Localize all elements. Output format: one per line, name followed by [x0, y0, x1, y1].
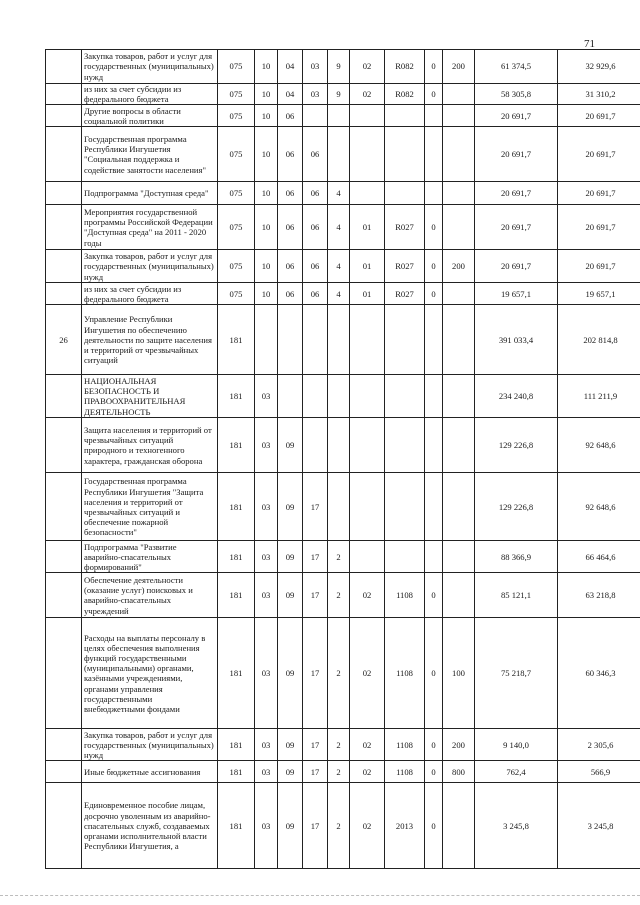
subsection-code-cell: 09 [278, 729, 303, 761]
table-row [46, 761, 640, 783]
row-name-cell: Государственная программа Республики Ингушетия "Защита населения и территорий от чрезвычайных ситуаций и обеспечение пожарной безопасности" [82, 473, 218, 541]
expense-type-cell [443, 305, 475, 375]
program-code-cell: 17 [303, 761, 328, 783]
suffix-code-cell: 0 [425, 250, 443, 283]
direction-code-cell: 1108 [385, 573, 425, 618]
expense-type-cell: 800 [443, 761, 475, 783]
amount-1-cell: 61 374,5 [475, 50, 558, 84]
table-row [46, 84, 640, 105]
amount-2-cell: 3 245,8 [558, 783, 640, 869]
row-index-cell [46, 473, 82, 541]
amount-1-cell: 9 140,0 [475, 729, 558, 761]
row-name-cell: Подпрограмма "Доступная среда" [82, 182, 218, 205]
amount-2-cell: 60 346,3 [558, 618, 640, 729]
amount-1-cell: 75 218,7 [475, 618, 558, 729]
expense-type-cell [443, 783, 475, 869]
amount-2-cell: 31 310,2 [558, 84, 640, 105]
section-code-cell: 10 [255, 205, 278, 250]
amount-2-cell: 20 691,7 [558, 250, 640, 283]
amount-2-cell: 20 691,7 [558, 105, 640, 127]
program-code-cell: 06 [303, 250, 328, 283]
table-row [46, 573, 640, 618]
subsection-code-cell: 09 [278, 541, 303, 573]
row-index-cell [46, 783, 82, 869]
row-index-cell [46, 84, 82, 105]
subsection-code-cell: 09 [278, 473, 303, 541]
grbs-code-cell: 075 [218, 84, 255, 105]
program-code-cell [303, 418, 328, 473]
row-name-cell: Расходы на выплаты персоналу в целях обеспечения выполнения функций государственными (муниципальными) органами, казёнными учреждениями, органами управления государственными внебюджетными фондами [82, 618, 218, 729]
section-code-cell [255, 305, 278, 375]
section-code-cell: 10 [255, 182, 278, 205]
subsection-code-cell: 06 [278, 105, 303, 127]
expense-type-cell [443, 105, 475, 127]
table-row [46, 618, 640, 729]
expense-type-cell [443, 205, 475, 250]
subprogram-code-cell [328, 105, 350, 127]
amount-2-cell: 66 464,6 [558, 541, 640, 573]
page-number: 71 [584, 38, 595, 50]
suffix-code-cell: 0 [425, 783, 443, 869]
suffix-code-cell: 0 [425, 84, 443, 105]
subsection-code-cell: 06 [278, 182, 303, 205]
grbs-code-cell: 181 [218, 375, 255, 418]
row-name-cell: НАЦИОНАЛЬНАЯ БЕЗОПАСНОСТЬ И ПРАВООХРАНИТЕЛЬНАЯ ДЕЯТЕЛЬНОСТЬ [82, 375, 218, 418]
section-code-cell: 03 [255, 375, 278, 418]
amount-1-cell: 20 691,7 [475, 105, 558, 127]
amount-2-cell: 20 691,7 [558, 182, 640, 205]
subprogram-code-cell: 2 [328, 761, 350, 783]
amount-1-cell: 20 691,7 [475, 182, 558, 205]
suffix-code-cell [425, 105, 443, 127]
suffix-code-cell [425, 127, 443, 182]
row-name-cell: Защита населения и территорий от чрезвычайных ситуаций природного и техногенного характера, гражданская оборона [82, 418, 218, 473]
table-row [46, 541, 640, 573]
table-row [46, 250, 640, 283]
amount-2-cell: 111 211,9 [558, 375, 640, 418]
table-row [46, 205, 640, 250]
table-row [46, 127, 640, 182]
direction-code-cell: 1108 [385, 618, 425, 729]
direction-code-cell [385, 375, 425, 418]
program-code-cell: 17 [303, 473, 328, 541]
event-code-cell [350, 182, 385, 205]
subprogram-code-cell: 4 [328, 283, 350, 305]
direction-code-cell [385, 127, 425, 182]
program-code-cell: 03 [303, 84, 328, 105]
amount-2-cell: 20 691,7 [558, 205, 640, 250]
row-name-cell: из них за счет субсидии из федерального бюджета [82, 283, 218, 305]
program-code-cell: 17 [303, 541, 328, 573]
table-row [46, 418, 640, 473]
suffix-code-cell: 0 [425, 761, 443, 783]
amount-1-cell: 85 121,1 [475, 573, 558, 618]
program-code-cell: 06 [303, 127, 328, 182]
amount-1-cell: 88 366,9 [475, 541, 558, 573]
section-code-cell: 10 [255, 84, 278, 105]
subsection-code-cell: 06 [278, 283, 303, 305]
row-index-cell [46, 105, 82, 127]
row-index-cell [46, 618, 82, 729]
suffix-code-cell [425, 375, 443, 418]
subprogram-code-cell [328, 473, 350, 541]
expense-type-cell [443, 473, 475, 541]
event-code-cell [350, 541, 385, 573]
amount-1-cell: 20 691,7 [475, 250, 558, 283]
expense-type-cell: 200 [443, 250, 475, 283]
subsection-code-cell: 06 [278, 250, 303, 283]
program-code-cell: 06 [303, 205, 328, 250]
expense-type-cell: 200 [443, 50, 475, 84]
suffix-code-cell: 0 [425, 573, 443, 618]
row-index-cell [46, 127, 82, 182]
row-name-cell: Подпрограмма "Развитие аварийно-спасательных формирований" [82, 541, 218, 573]
row-name-cell: Обеспечение деятельности (оказание услуг) поисковых и аварийно-спасательных учреждений [82, 573, 218, 618]
direction-code-cell [385, 182, 425, 205]
budget-table [45, 49, 640, 869]
program-code-cell: 06 [303, 283, 328, 305]
event-code-cell: 02 [350, 84, 385, 105]
subsection-code-cell: 09 [278, 418, 303, 473]
suffix-code-cell [425, 541, 443, 573]
subprogram-code-cell: 4 [328, 250, 350, 283]
suffix-code-cell: 0 [425, 50, 443, 84]
expense-type-cell: 100 [443, 618, 475, 729]
direction-code-cell: 1108 [385, 761, 425, 783]
suffix-code-cell [425, 418, 443, 473]
row-name-cell: Закупка товаров, работ и услуг для государственных (муниципальных) нужд [82, 50, 218, 84]
subprogram-code-cell: 4 [328, 182, 350, 205]
row-index-cell [46, 761, 82, 783]
subprogram-code-cell: 2 [328, 618, 350, 729]
subsection-code-cell: 09 [278, 618, 303, 729]
table-row [46, 473, 640, 541]
section-code-cell: 10 [255, 283, 278, 305]
suffix-code-cell [425, 473, 443, 541]
direction-code-cell: R082 [385, 50, 425, 84]
amount-2-cell: 32 929,6 [558, 50, 640, 84]
section-code-cell: 03 [255, 618, 278, 729]
direction-code-cell: R082 [385, 84, 425, 105]
section-code-cell: 03 [255, 761, 278, 783]
row-name-cell: Другие вопросы в области социальной политики [82, 105, 218, 127]
direction-code-cell: R027 [385, 250, 425, 283]
grbs-code-cell: 181 [218, 418, 255, 473]
expense-type-cell [443, 283, 475, 305]
amount-2-cell: 92 648,6 [558, 473, 640, 541]
subsection-code-cell: 09 [278, 761, 303, 783]
event-code-cell: 02 [350, 573, 385, 618]
amount-2-cell: 20 691,7 [558, 127, 640, 182]
row-index-cell [46, 283, 82, 305]
grbs-code-cell: 075 [218, 205, 255, 250]
program-code-cell: 17 [303, 573, 328, 618]
grbs-code-cell: 075 [218, 127, 255, 182]
subsection-code-cell: 04 [278, 84, 303, 105]
amount-2-cell: 566,9 [558, 761, 640, 783]
grbs-code-cell: 075 [218, 250, 255, 283]
row-name-cell: из них за счет субсидии из федерального бюджета [82, 84, 218, 105]
expense-type-cell [443, 182, 475, 205]
row-index-cell [46, 729, 82, 761]
grbs-code-cell: 181 [218, 541, 255, 573]
section-code-cell: 03 [255, 418, 278, 473]
program-code-cell [303, 375, 328, 418]
row-name-cell: Управление Республики Ингушетия по обеспечению деятельности по защите населения и территорий от чрезвычайных ситуаций [82, 305, 218, 375]
event-code-cell: 02 [350, 50, 385, 84]
event-code-cell: 02 [350, 761, 385, 783]
grbs-code-cell: 181 [218, 573, 255, 618]
amount-1-cell: 129 226,8 [475, 418, 558, 473]
expense-type-cell [443, 375, 475, 418]
event-code-cell [350, 305, 385, 375]
row-index-cell: 26 [46, 305, 82, 375]
event-code-cell: 01 [350, 283, 385, 305]
section-code-cell: 03 [255, 473, 278, 541]
direction-code-cell: 1108 [385, 729, 425, 761]
event-code-cell [350, 127, 385, 182]
row-name-cell: Закупка товаров, работ и услуг для государственных (муниципальных) нужд [82, 250, 218, 283]
grbs-code-cell: 181 [218, 761, 255, 783]
direction-code-cell [385, 105, 425, 127]
amount-1-cell: 20 691,7 [475, 205, 558, 250]
amount-1-cell: 3 245,8 [475, 783, 558, 869]
amount-1-cell: 58 305,8 [475, 84, 558, 105]
program-code-cell [303, 105, 328, 127]
expense-type-cell [443, 418, 475, 473]
direction-code-cell: R027 [385, 283, 425, 305]
bottom-scan-line [0, 895, 640, 896]
subprogram-code-cell: 2 [328, 729, 350, 761]
table-row [46, 283, 640, 305]
amount-1-cell: 234 240,8 [475, 375, 558, 418]
program-code-cell: 17 [303, 729, 328, 761]
section-code-cell: 03 [255, 573, 278, 618]
suffix-code-cell [425, 305, 443, 375]
amount-1-cell: 129 226,8 [475, 473, 558, 541]
row-index-cell [46, 50, 82, 84]
expense-type-cell [443, 573, 475, 618]
subsection-code-cell: 04 [278, 50, 303, 84]
program-code-cell: 17 [303, 783, 328, 869]
row-index-cell [46, 573, 82, 618]
table-row [46, 783, 640, 869]
row-index-cell [46, 375, 82, 418]
direction-code-cell [385, 473, 425, 541]
expense-type-cell [443, 541, 475, 573]
grbs-code-cell: 075 [218, 182, 255, 205]
program-code-cell: 17 [303, 618, 328, 729]
event-code-cell: 02 [350, 783, 385, 869]
subsection-code-cell: 09 [278, 783, 303, 869]
subprogram-code-cell: 2 [328, 783, 350, 869]
row-index-cell [46, 250, 82, 283]
program-code-cell [303, 305, 328, 375]
direction-code-cell: 2013 [385, 783, 425, 869]
expense-type-cell [443, 127, 475, 182]
amount-2-cell: 63 218,8 [558, 573, 640, 618]
grbs-code-cell: 181 [218, 305, 255, 375]
row-index-cell [46, 418, 82, 473]
amount-1-cell: 20 691,7 [475, 127, 558, 182]
direction-code-cell: R027 [385, 205, 425, 250]
subprogram-code-cell: 9 [328, 50, 350, 84]
row-index-cell [46, 205, 82, 250]
table-row [46, 375, 640, 418]
subprogram-code-cell [328, 375, 350, 418]
subsection-code-cell: 06 [278, 205, 303, 250]
amount-2-cell: 2 305,6 [558, 729, 640, 761]
table-row [46, 305, 640, 375]
expense-type-cell [443, 84, 475, 105]
subprogram-code-cell: 4 [328, 205, 350, 250]
event-code-cell: 02 [350, 618, 385, 729]
section-code-cell: 03 [255, 541, 278, 573]
program-code-cell: 06 [303, 182, 328, 205]
subsection-code-cell: 09 [278, 573, 303, 618]
section-code-cell: 10 [255, 50, 278, 84]
row-name-cell: Мероприятия государственной программы Российской Федерации "Доступная среда" на 2011 - 2020 годы [82, 205, 218, 250]
row-index-cell [46, 182, 82, 205]
table-row [46, 50, 640, 84]
amount-1-cell: 762,4 [475, 761, 558, 783]
table-row [46, 182, 640, 205]
event-code-cell [350, 418, 385, 473]
section-code-cell: 10 [255, 250, 278, 283]
expense-type-cell: 200 [443, 729, 475, 761]
subprogram-code-cell: 2 [328, 541, 350, 573]
subprogram-code-cell [328, 127, 350, 182]
event-code-cell: 02 [350, 729, 385, 761]
suffix-code-cell: 0 [425, 205, 443, 250]
section-code-cell: 10 [255, 105, 278, 127]
suffix-code-cell: 0 [425, 618, 443, 729]
grbs-code-cell: 075 [218, 105, 255, 127]
event-code-cell [350, 473, 385, 541]
suffix-code-cell: 0 [425, 729, 443, 761]
row-index-cell [46, 541, 82, 573]
direction-code-cell [385, 418, 425, 473]
event-code-cell: 01 [350, 250, 385, 283]
grbs-code-cell: 075 [218, 283, 255, 305]
suffix-code-cell [425, 182, 443, 205]
amount-2-cell: 19 657,1 [558, 283, 640, 305]
subprogram-code-cell: 2 [328, 573, 350, 618]
grbs-code-cell: 181 [218, 783, 255, 869]
grbs-code-cell: 181 [218, 473, 255, 541]
direction-code-cell [385, 305, 425, 375]
row-name-cell: Единовременное пособие лицам, досрочно уволенным из аварийно-спасательных служб, создаваемых органами исполнительной власти Республики Ингушетия, а [82, 783, 218, 869]
subsection-code-cell: 06 [278, 127, 303, 182]
grbs-code-cell: 181 [218, 618, 255, 729]
table-body [46, 50, 640, 869]
event-code-cell [350, 105, 385, 127]
section-code-cell: 03 [255, 783, 278, 869]
grbs-code-cell: 181 [218, 729, 255, 761]
row-name-cell: Государственная программа Республики Ингушетия "Социальная поддержка и содействие занятости населения" [82, 127, 218, 182]
direction-code-cell [385, 541, 425, 573]
event-code-cell [350, 375, 385, 418]
amount-2-cell: 202 814,8 [558, 305, 640, 375]
subprogram-code-cell [328, 305, 350, 375]
amount-2-cell: 92 648,6 [558, 418, 640, 473]
row-name-cell: Иные бюджетные ассигнования [82, 761, 218, 783]
section-code-cell: 10 [255, 127, 278, 182]
event-code-cell: 01 [350, 205, 385, 250]
subprogram-code-cell [328, 418, 350, 473]
program-code-cell: 03 [303, 50, 328, 84]
subsection-code-cell [278, 375, 303, 418]
table-row [46, 105, 640, 127]
amount-1-cell: 391 033,4 [475, 305, 558, 375]
subprogram-code-cell: 9 [328, 84, 350, 105]
amount-1-cell: 19 657,1 [475, 283, 558, 305]
subsection-code-cell [278, 305, 303, 375]
suffix-code-cell: 0 [425, 283, 443, 305]
table-row [46, 729, 640, 761]
grbs-code-cell: 075 [218, 50, 255, 84]
row-name-cell: Закупка товаров, работ и услуг для государственных (муниципальных) нужд [82, 729, 218, 761]
section-code-cell: 03 [255, 729, 278, 761]
